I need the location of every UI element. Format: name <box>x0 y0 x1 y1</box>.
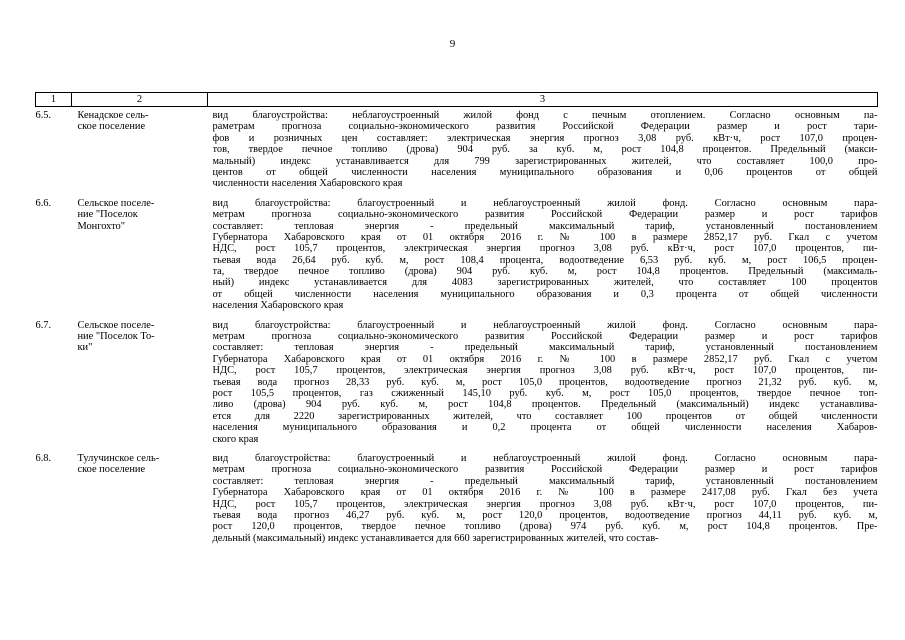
description-line: мальный) индекс устанавливается для 799 зарегистрированных жителей, что составляет 100,0 про- <box>212 155 878 167</box>
description-line: НДС, рост 105,7 процентов, электрическая энергия прогноз 3,08 руб. кВт·ч, рост 107,0 процентов, пи- <box>212 498 878 510</box>
description-line: та, твердое печное топливо (дрова) 904 руб. куб. м, рост 104,8 процентов. Предельный (максималь- <box>212 266 878 278</box>
header-col-2: 2 <box>72 93 208 107</box>
description-line: фов и розничных цен составляет: электрическая энергия прогноз 3,08 руб. кВт·ч, рост 107,0 процен- <box>212 132 878 144</box>
description-text <box>208 312 878 445</box>
description-line: ливо (дрова) 904 руб. куб. м, рост 104,8 процентов. Предельный (максимальный) индекс устанавлива- <box>212 399 878 411</box>
description-line: ный) индекс устанавливается для 4083 зарегистрированных жителей, что составляет 100 процентов <box>212 277 878 289</box>
row-number: 6.6. <box>35 197 52 209</box>
description-line: вид благоустройства: неблагоустроенный жилой фонд с печным отоплением. Согласно основным па- <box>212 110 878 121</box>
description-line: тьевая вода прогноз 28,33 руб. куб. м, рост 105,0 процентов, водоотведение прогноз 21,32 руб. куб. м, <box>212 376 878 388</box>
description-line: НДС, рост 105,7 процентов, электрическая энергия прогноз 3,08 руб. кВт·ч, рост 107,0 процентов, пи- <box>212 365 878 377</box>
settlement-name-line: Сельское поселе- <box>77 319 155 331</box>
description-line: вид благоустройства: благоустроенный и неблагоустроенный жилой фонд. Согласно основным пара- <box>212 197 878 209</box>
settlement-name-line: ское поселение <box>77 121 146 133</box>
description-line: ется для 2220 зарегистрированных жителей, что составляет 100 процентов от общей численности <box>212 410 878 422</box>
settlement-name <box>72 190 208 312</box>
row-number: 6.7. <box>35 319 52 331</box>
description-line: центов от общей численности населения муниципального образования и 0,06 процентов от общей <box>212 166 878 178</box>
description-line: рост 105,5 процентов, газ сжиженный 145,10 руб. куб. м, рост 105,0 процентов, твердое печное топ- <box>212 388 878 400</box>
description-line: от общей численности населения муниципального образования и 0,3 процента от общей численности <box>212 288 878 300</box>
description-line: численности населения Хабаровского края <box>212 178 403 190</box>
table-header <box>36 93 878 107</box>
description-line: населения Хабаровского края <box>212 300 344 312</box>
settlement-name-line: ки" <box>77 342 93 354</box>
table-row <box>36 190 878 312</box>
settlement-name-line: ское поселение <box>77 464 146 476</box>
description-line: метрам прогноза социально-экономического развития Российской Федерации размер и рост тарифов <box>212 464 878 476</box>
description-line: Губернатора Хабаровского края от 01 октября 2016 г. № 100 в размере 2852,17 руб. Гкал с учетом <box>212 231 878 243</box>
description-line: дельный (максимальный) индекс устанавливается для 660 зарегистрированных жителей, что состав- <box>212 532 659 544</box>
description-line: составляет: тепловая энергия - предельный максимальный тариф, установленный постановлением <box>212 220 878 232</box>
header-col-1: 1 <box>36 93 72 107</box>
settlement-name-line: Тулучинское сель- <box>77 452 160 464</box>
description-line: вид благоустройства: благоустроенный и неблагоустроенный жилой фонд. Согласно основным пара- <box>212 319 878 331</box>
description-text <box>208 190 878 312</box>
description-line: Губернатора Хабаровского края от 01 октября 2016 г. № 100 в размере 2852,17 руб. Гкал с учетом <box>212 353 878 365</box>
description-line: тьевая вода 26,64 руб. куб. м, рост 108,4 процента, водоотведение 6,53 руб. куб. м, рост 106,5 процен- <box>212 254 878 266</box>
description-line: составляет: тепловая энергия - предельный максимальный тариф, установленный постановлением <box>212 475 878 487</box>
description-line: составляет: тепловая энергия - предельный максимальный тариф, установленный постановлением <box>212 342 878 354</box>
row-number: 6.8. <box>35 452 52 464</box>
description-line: тов, твердое печное топливо (дрова) 904 руб. за куб. м, рост 104,8 процентов. Предельный (макси- <box>212 144 878 156</box>
settlement-name-line: Кенадское сель- <box>77 110 149 121</box>
settlement-name-line: Сельское поселе- <box>77 197 155 209</box>
settlement-name <box>72 312 208 445</box>
tariff-table <box>35 92 878 544</box>
description-line: раметрам прогноза социально-экономического развития Российской Федерации размер и рост тари- <box>212 121 878 133</box>
row-number: 6.5. <box>35 110 52 121</box>
page-number: 9 <box>449 38 456 50</box>
description-line: метрам прогноза социально-экономического развития Российской Федерации размер и рост тарифов <box>212 209 878 221</box>
description-line: ского края <box>212 433 259 445</box>
table-body <box>36 107 878 545</box>
description-text <box>208 107 878 190</box>
description-line: населения муниципального образования и 0,2 процента от общей численности населения Хабаров- <box>212 422 878 434</box>
description-line: метрам прогноза социально-экономического развития Российской Федерации размер и рост тарифов <box>212 331 878 343</box>
header-col-3: 3 <box>208 93 878 107</box>
description-line: Губернатора Хабаровского края от 01 октября 2016 г. № 100 в размере 2417,08 руб. Гкал без учета <box>212 487 878 499</box>
description-line: вид благоустройства: благоустроенный и неблагоустроенный жилой фонд. Согласно основным пара- <box>212 452 878 464</box>
description-line: тьевая вода прогноз 46,27 руб. куб. м, рост 120,0 процентов, водоотведение прогноз 44,11 руб. куб. м, <box>212 509 878 521</box>
settlement-name-line: ние "Поселок То- <box>77 331 155 343</box>
table-row <box>36 107 878 190</box>
settlement-name <box>72 445 208 544</box>
settlement-name <box>72 107 208 190</box>
description-line: рост 120,0 процентов, твердое печное топливо (дрова) 974 руб. куб. м, рост 104,8 процентов. Пре- <box>212 521 878 533</box>
description-line: НДС, рост 105,7 процентов, электрическая энергия прогноз 3,08 руб. кВт·ч, рост 107,0 процентов, пи- <box>212 243 878 255</box>
table-row <box>36 445 878 544</box>
table-row <box>36 312 878 445</box>
settlement-name-line: ние "Поселок <box>77 209 138 221</box>
description-text <box>208 445 878 544</box>
settlement-name-line: Монгохто" <box>77 220 125 232</box>
